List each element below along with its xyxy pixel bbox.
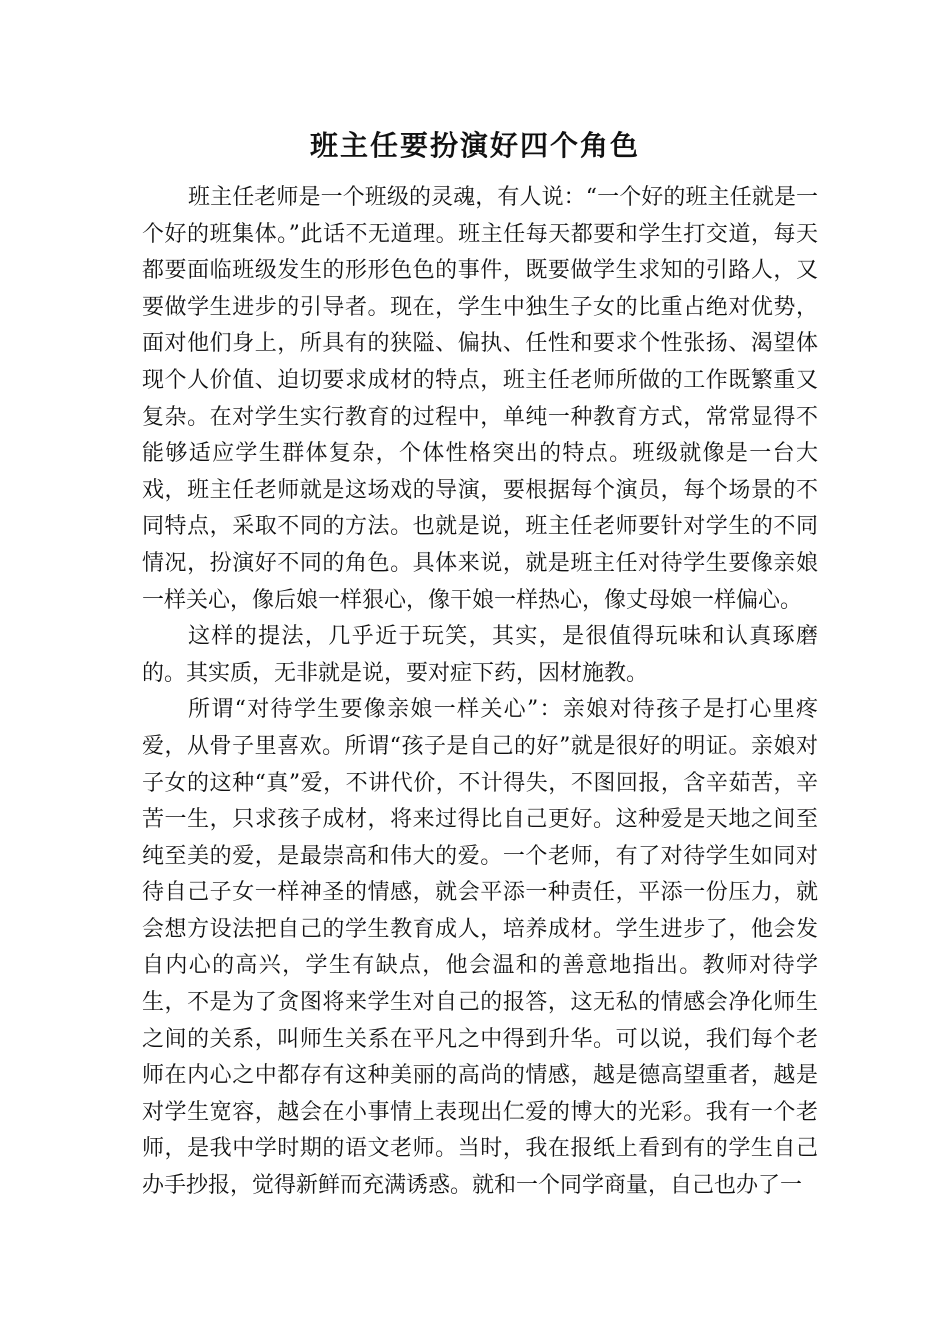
document-body: [142, 180, 818, 1205]
paragraph: 班主任老师是一个班级的灵魂，有人说：“一个好的班主任就是一个好的班集体。”此话不无道理。班主任每天都要和学生打交道，每天都要面临班级发生的形形色色的事件，既要做学生求知的引路人，又要做学生进步的引导者。现在，学生中独生子女的比重占绝对优势，面对他们身上，所具有的狭隘、偏执、任性和要求个性张扬、渴望体现个人价值、迫切要求成材的特点，班主任老师所做的工作既繁重又复杂。在对学生实行教育的过程中，单纯一种教育方式，常常显得不能够适应学生群体复杂，个体性格突出的特点。班级就像是一台大戏，班主任老师就是这场戏的导演，要根据每个演员，每个场景的不同特点，采取不同的方法。也就是说，班主任老师要针对学生的不同情况，扮演好不同的角色。具体来说，就是班主任对待学生要像亲娘一样关心，像后娘一样狠心，像干娘一样热心，像丈母娘一样偏心。: [142, 185, 818, 613]
paragraph: 这样的提法，几乎近于玩笑，其实，是很值得玩味和认真琢磨的。其实质，无非就是说，要对症下药，因材施教。: [142, 624, 818, 686]
document-title: 班主任要扮演好四个角色: [309, 129, 640, 162]
paragraph: 所谓“对待学生要像亲娘一样关心”：亲娘对待孩子是打心里疼爱，从骨子里喜欢。所谓“孩子是自己的好”就是很好的明证。亲娘对子女的这种“真”爱，不讲代价，不计得失，不图回报，含辛茹苦，辛苦一生，只求孩子成材，将来过得比自己更好。这种爱是天地之间至纯至美的爱，是最崇高和伟大的爱。一个老师，有了对待学生如同对待自己子女一样神圣的情感，就会平添一种责任，平添一份压力，就会想方设法把自己的学生教育成人，培养成材。学生进步了，他会发自内心的高兴，学生有缺点，他会温和的善意地指出。教师对待学生，不是为了贪图将来学生对自己的报答，这无私的情感会净化师生之间的关系，叫师生关系在平凡之中得到升华。可以说，我们每个老师在内心之中都存有这种美丽的高尚的情感，越是德高望重者，越是对学生宽容，越会在小事情上表现出仁爱的博大的光彩。我有一个老师，是我中学时期的语文老师。当时，我在报纸上看到有的学生自己办手抄报，觉得新鲜而充满诱惑。就和一个同学商量，自己也办了一: [142, 697, 818, 1199]
